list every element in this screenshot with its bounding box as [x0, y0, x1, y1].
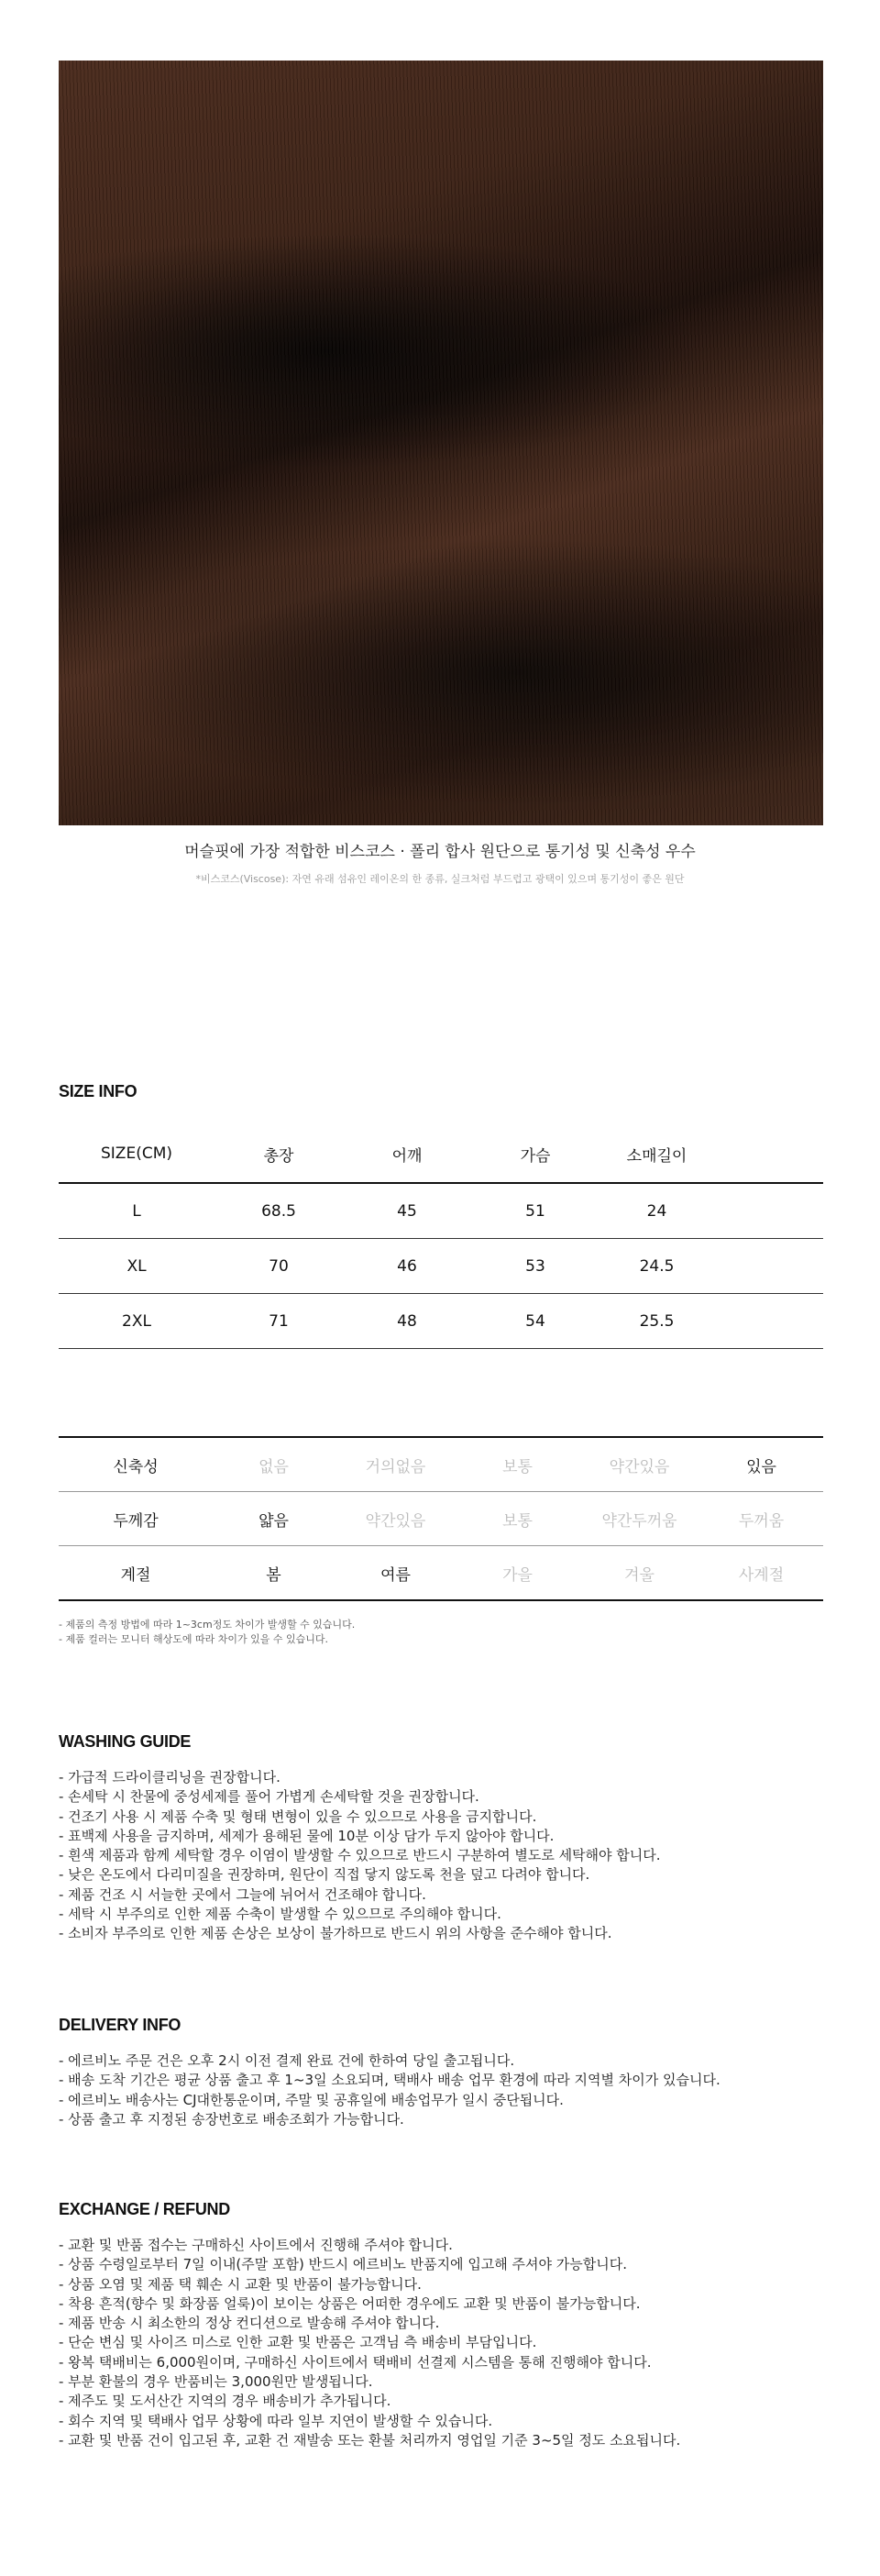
- note-line: - 제품 컬러는 모니터 해상도에 따라 차이가 있을 수 있습니다.: [59, 1633, 328, 1645]
- list-item: - 낮은 온도에서 다리미질을 권장하며, 원단이 직접 닿지 않도록 천을 덮고 다려야 합니다.: [59, 1866, 590, 1884]
- list-item: - 가급적 드라이클리닝을 권장합니다.: [59, 1769, 280, 1786]
- list-item: - 회수 지역 및 택배사 업무 상황에 따라 일부 지연이 발생할 수 있습니다.: [59, 2412, 493, 2429]
- property-option: 보통: [502, 1511, 533, 1531]
- list-item: - 흰색 제품과 함께 세탁할 경우 이염이 발생할 수 있으므로 반드시 구분하여 별도로 세탁해야 합니다.: [59, 1847, 661, 1864]
- property-option: 보통: [502, 1457, 533, 1476]
- list-item: - 상품 오염 및 제품 택 훼손 시 교환 및 반품이 불가능합니다.: [59, 2275, 422, 2293]
- size-table: [59, 1125, 823, 1349]
- property-row-season: [59, 1546, 823, 1599]
- list-item: - 상품 출고 후 지정된 송장번호로 배송조회가 가능합니다.: [59, 2110, 404, 2128]
- list-item: - 배송 도착 기간은 평균 상품 출고 후 1~3일 소요되며, 택배사 배송 업무 환경에 따라 지역별 차이가 있습니다.: [59, 2072, 720, 2089]
- list-item: - 단순 변심 및 사이즈 미스로 인한 교환 및 반품은 고객님 측 배송비 부담입니다.: [59, 2334, 537, 2351]
- size-cell: 68.5: [261, 1201, 296, 1221]
- property-row-stretch: [59, 1438, 823, 1492]
- size-cell: 54: [525, 1311, 545, 1331]
- exchange-refund-title: EXCHANGE / REFUND: [59, 2200, 230, 2218]
- list-item: - 에르비노 배송사는 CJ대한통운이며, 주말 및 공휴일에 배송업무가 일시 중단됩니다.: [59, 2091, 564, 2108]
- property-option-selected: 얇음: [258, 1511, 289, 1531]
- size-cell: 24: [646, 1201, 667, 1221]
- table-row: [59, 1239, 823, 1294]
- size-cell: 71: [269, 1311, 289, 1331]
- list-item: - 에르비노 주문 건은 오후 2시 이전 결제 완료 건에 한하여 당일 출고됩니다.: [59, 2052, 515, 2069]
- note-line: - 제품의 측정 방법에 따라 1~3cm정도 차이가 발생할 수 있습니다.: [59, 1619, 356, 1631]
- header-cell: 어깨: [391, 1146, 423, 1166]
- property-option-selected: 여름: [380, 1565, 411, 1585]
- size-cell: 2XL: [122, 1311, 151, 1331]
- property-option-selected: 봄: [266, 1565, 281, 1585]
- header-cell: 총장: [263, 1146, 294, 1166]
- washing-guide-list: [59, 1768, 661, 1944]
- table-row: [59, 1184, 823, 1239]
- size-info-title: SIZE INFO: [59, 1082, 138, 1100]
- list-item: - 교환 및 반품 접수는 구매하신 사이트에서 진행해 주셔야 합니다.: [59, 2237, 453, 2253]
- property-option: 약간두꺼움: [601, 1511, 677, 1531]
- property-option: 사계절: [738, 1565, 785, 1585]
- list-item: - 상품 수령일로부터 7일 이내(주말 포함) 반드시 에르비노 반품지에 입고해 주셔야 가능합니다.: [59, 2256, 628, 2273]
- list-item: - 표백제 사용을 금지하며, 세제가 용해된 물에 10분 이상 담가 두지 않아야 합니다.: [59, 1827, 555, 1844]
- fabric-property-table: [59, 1436, 823, 1601]
- size-cell: 46: [397, 1256, 417, 1276]
- property-option: 없음: [258, 1457, 289, 1476]
- size-cell: 70: [269, 1256, 289, 1276]
- list-item: - 제품 반송 시 최소한의 정상 컨디션으로 발송해 주셔야 합니다.: [59, 2315, 440, 2332]
- property-option: 약간있음: [365, 1511, 426, 1531]
- list-item: - 착용 흔적(향수 및 화장품 얼룩)이 보이는 상품은 어떠한 경우에도 교환 및 반품이 불가능합니다.: [59, 2294, 641, 2312]
- list-item: - 제주도 및 도서산간 지역의 경우 배송비가 추가됩니다.: [59, 2393, 391, 2410]
- table-row: [59, 1294, 823, 1349]
- measurement-notes: [59, 1618, 355, 1647]
- header-cell: SIZE(CM): [101, 1144, 172, 1163]
- list-item: - 세탁 시 부주의로 인한 제품 수축이 발생할 수 있으므로 주의해야 합니다.: [59, 1906, 501, 1923]
- property-label: 계절: [120, 1565, 151, 1585]
- size-table-header: [59, 1125, 823, 1184]
- property-option-selected: 있음: [746, 1457, 776, 1476]
- property-option: 가을: [502, 1565, 533, 1585]
- exchange-refund-list: [59, 2236, 680, 2450]
- size-cell: 24.5: [639, 1256, 675, 1276]
- property-label: 두께감: [113, 1511, 159, 1531]
- fabric-caption: 머슬핏에 가장 적합한 비스코스 · 폴리 합사 원단으로 통기성 및 신축성 우수: [184, 843, 696, 861]
- list-item: - 제품 건조 시 서늘한 곳에서 그늘에 뉘어서 건조해야 합니다.: [59, 1885, 426, 1903]
- property-option: 두꺼움: [738, 1511, 785, 1531]
- header-cell: 가슴: [520, 1146, 551, 1166]
- property-option: 약간있음: [609, 1457, 670, 1476]
- washing-guide-title: WASHING GUIDE: [59, 1732, 192, 1751]
- list-item: - 손세탁 시 찬물에 중성세제를 풀어 가볍게 손세탁할 것을 권장합니다.: [59, 1788, 479, 1806]
- property-option: 겨울: [624, 1565, 654, 1585]
- delivery-info-title: DELIVERY INFO: [59, 2016, 182, 2034]
- size-cell: 53: [525, 1256, 545, 1276]
- fabric-closeup-image: [59, 61, 823, 825]
- property-row-thickness: [59, 1492, 823, 1546]
- size-cell: 51: [525, 1201, 545, 1221]
- list-item: - 교환 및 반품 건이 입고된 후, 교환 건 재발송 또는 환불 처리까지 영업일 기준 3~5일 정도 소요됩니다.: [59, 2431, 681, 2449]
- delivery-info-list: [59, 2051, 720, 2129]
- header-cell: 소매길이: [626, 1146, 688, 1166]
- size-cell: 25.5: [639, 1311, 675, 1331]
- size-cell: 45: [397, 1201, 417, 1221]
- property-label: 신축성: [113, 1457, 159, 1476]
- property-option: 거의없음: [365, 1457, 426, 1476]
- list-item: - 소비자 부주의로 인한 제품 손상은 보상이 불가하므로 반드시 위의 사항을 준수해야 합니다.: [59, 1925, 612, 1942]
- size-cell: L: [132, 1201, 141, 1221]
- size-cell: 48: [397, 1311, 417, 1331]
- list-item: - 부분 환불의 경우 반품비는 3,000원만 발생됩니다.: [59, 2373, 373, 2391]
- size-cell: XL: [126, 1256, 147, 1276]
- list-item: - 건조기 사용 시 제품 수축 및 형태 변형이 있을 수 있으므로 사용을 금지합니다.: [59, 1808, 537, 1825]
- fabric-caption-note: *비스코스(Viscose): 자연 유래 섬유인 레이온의 한 종류, 실크처럼 부드럽고 광택이 있으며 통기성이 좋은 원단: [195, 873, 685, 885]
- list-item: - 왕복 택배비는 6,000원이며, 구매하신 사이트에서 택배비 선결제 시스템을 통해 진행해야 합니다.: [59, 2353, 652, 2371]
